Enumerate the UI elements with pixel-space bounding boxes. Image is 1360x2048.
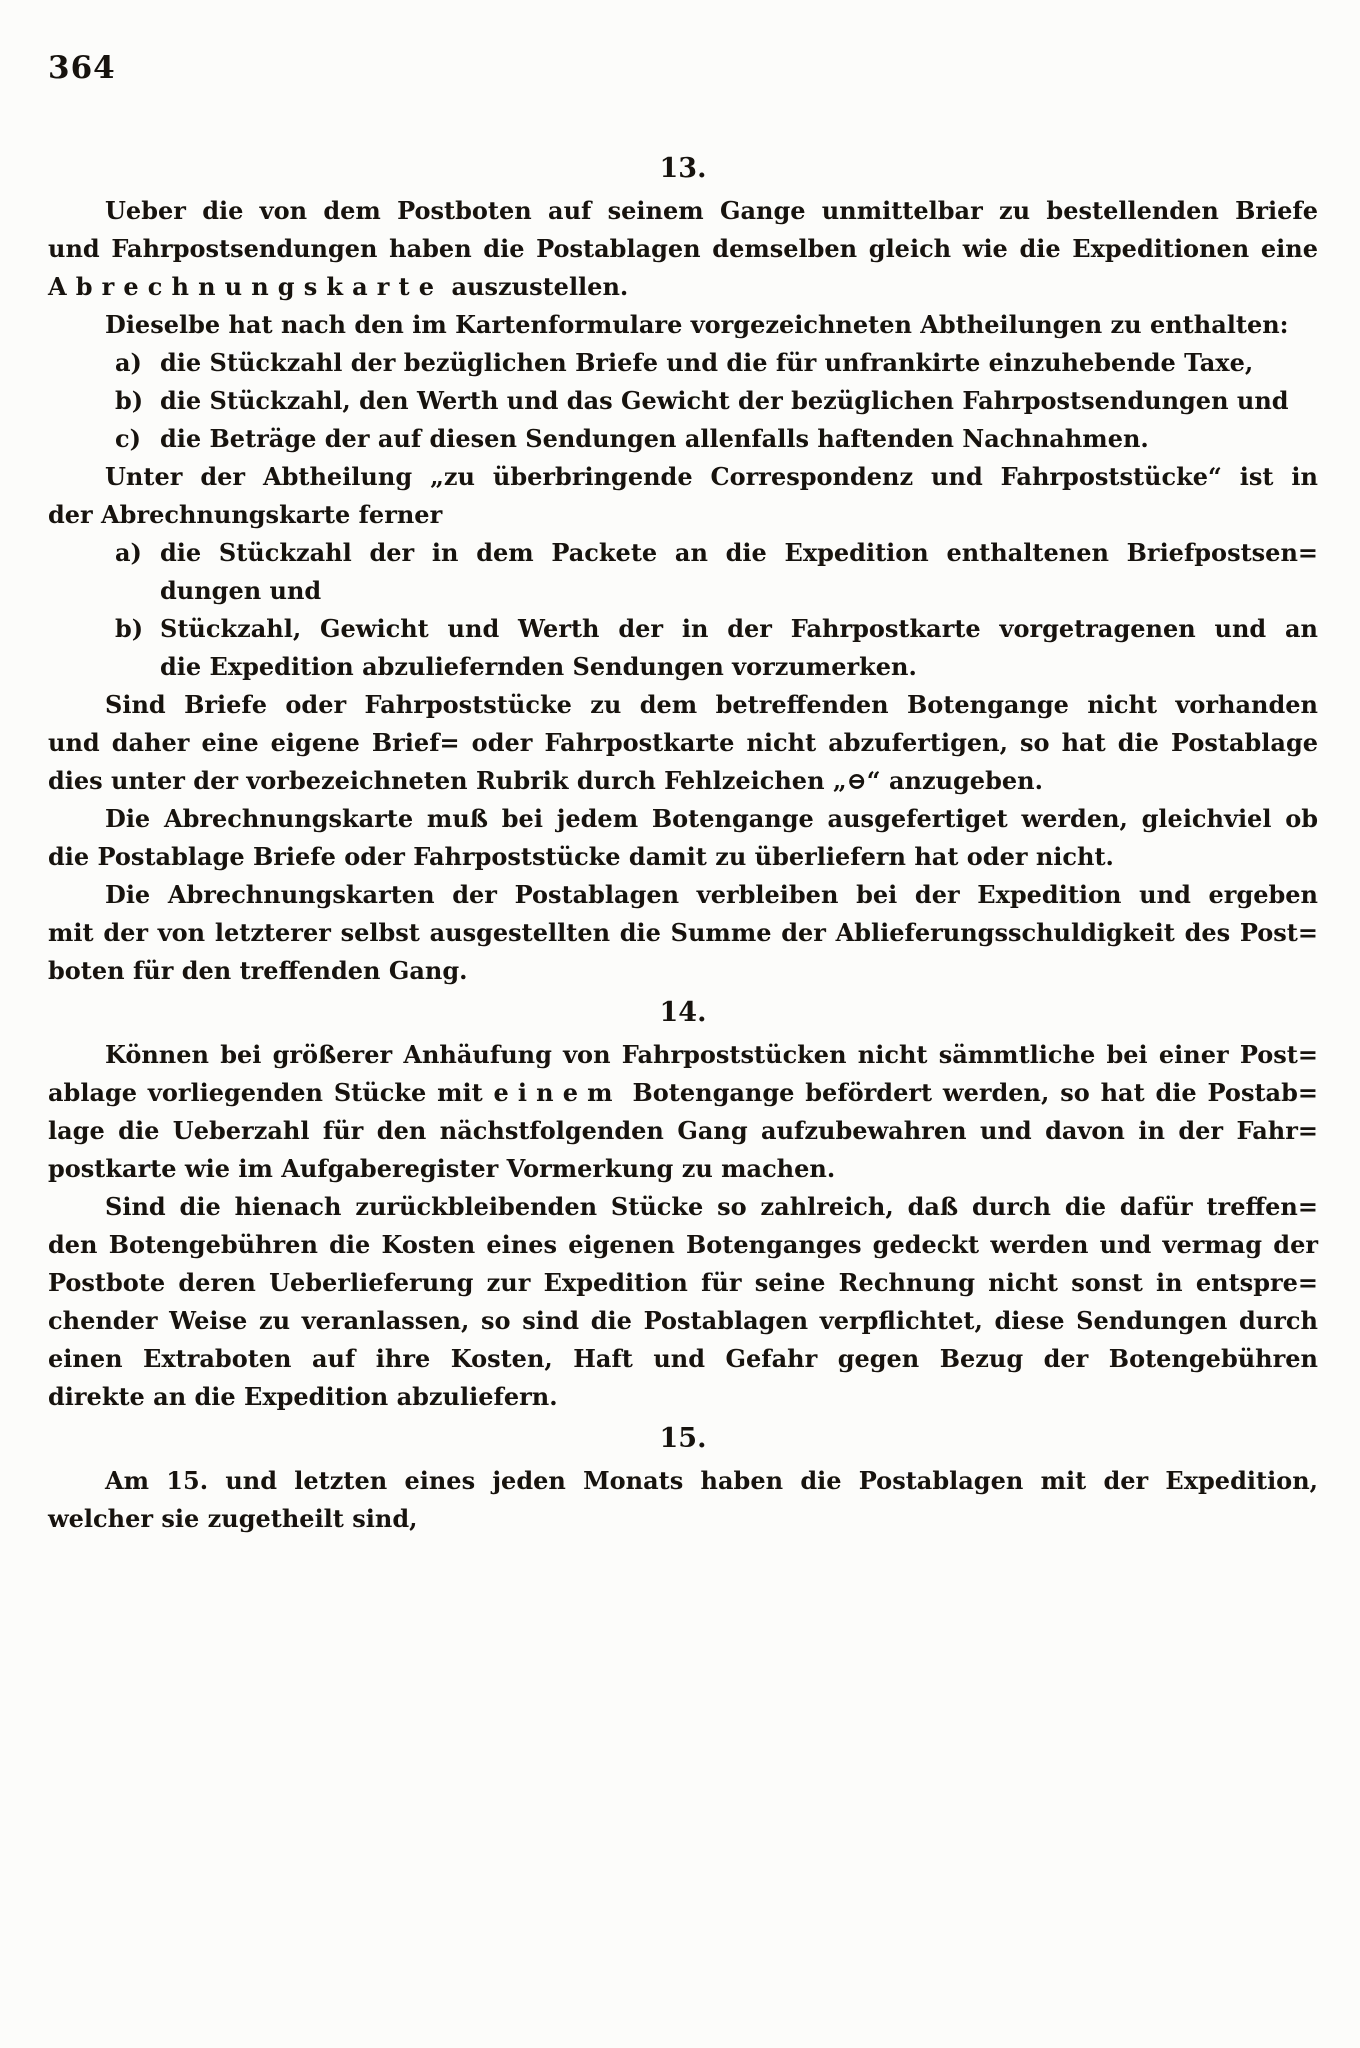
text-line <box>48 914 1318 952</box>
section-heading: 15. <box>659 1423 707 1454</box>
text-line <box>48 686 1318 724</box>
list-item <box>48 344 1318 382</box>
text-line <box>48 876 1318 914</box>
text-line <box>48 838 1318 876</box>
text-segment: Postbote deren Ueberlieferung zur Expedition für seine Rechnung nicht sonst in entspre= <box>48 1268 1318 1297</box>
letterspaced-text-segment: Abrechnungskarte <box>48 272 444 301</box>
text-segment: dungen und <box>160 576 322 605</box>
text-segment: Die Abrechnungskarten der Postablagen verbleiben bei der Expedition und ergeben <box>105 880 1318 909</box>
text-line <box>48 1500 1318 1538</box>
text-segment: mit der von letzterer selbst ausgestellten die Summe der Ablieferungsschuldigkeit des Post= <box>48 918 1318 947</box>
text-segment: Dieselbe hat nach den im Kartenformulare vorgezeichneten Abtheilungen zu enthalten: <box>105 310 1289 339</box>
text-segment: welcher sie zugetheilt sind, <box>48 1504 418 1533</box>
text-segment: boten für den treffenden Gang. <box>48 956 468 985</box>
letterspaced-text-segment: einem <box>493 1078 622 1107</box>
text-segment: den Botengebühren die Kosten eines eigenen Botenganges gedeckt werden und vermag der <box>48 1230 1318 1259</box>
list-marker: c) <box>115 424 141 453</box>
paragraph <box>48 1462 1318 1538</box>
page-number: 364 <box>48 50 116 86</box>
paragraph <box>48 1036 1318 1188</box>
text-segment: die Postablage Briefe oder Fahrpoststücke damit zu überliefern hat oder nicht. <box>48 842 1114 871</box>
text-line <box>48 1112 1318 1150</box>
text-line <box>48 496 1318 534</box>
text-line <box>48 1462 1318 1500</box>
text-line <box>48 1226 1318 1264</box>
text-segment: die Stückzahl der in dem Packete an die Expedition enthaltenen Briefpostsen= <box>160 538 1318 567</box>
list-item <box>48 382 1318 420</box>
text-segment: einen Extraboten auf ihre Kosten, Haft und Gefahr gegen Bezug der Botengebühren <box>48 1344 1318 1373</box>
document-content <box>48 146 1318 1538</box>
section-14 <box>48 994 1318 1416</box>
section-13 <box>48 150 1318 990</box>
text-line <box>48 192 1318 230</box>
text-line <box>160 344 1318 382</box>
text-segment: Unter der Abtheilung „zu überbringende Correspondenz und Fahrpoststücke“ ist in <box>105 462 1318 491</box>
text-segment: chender Weise zu veranlassen, so sind die Postablagen verpflichtet, diese Sendungen durch <box>48 1306 1318 1335</box>
text-segment: die Beträge der auf diesen Sendungen allenfalls haftenden Nachnahmen. <box>160 424 1149 453</box>
text-line <box>48 1036 1318 1074</box>
list-marker: b) <box>115 614 144 643</box>
paragraph <box>48 1188 1318 1416</box>
text-line <box>48 1340 1318 1378</box>
list-item <box>48 534 1318 610</box>
text-line <box>48 1074 1318 1112</box>
text-segment: direkte an die Expedition abzuliefern. <box>48 1382 558 1411</box>
paragraph <box>48 876 1318 990</box>
text-line <box>48 1188 1318 1226</box>
text-line <box>160 534 1318 572</box>
text-line <box>48 268 1318 306</box>
text-line <box>160 648 1318 686</box>
text-line <box>160 610 1318 648</box>
text-line <box>160 382 1318 420</box>
text-line <box>48 1302 1318 1340</box>
text-segment: die Stückzahl, den Werth und das Gewicht der bezüglichen Fahrpostsendungen und <box>160 386 1289 415</box>
text-segment: Sind die hienach zurückbleibenden Stücke so zahlreich, daß durch die dafür treffen= <box>105 1192 1318 1221</box>
text-segment: lage die Ueberzahl für den nächstfolgenden Gang aufzubewahren und davon in der Fahr= <box>48 1116 1318 1145</box>
text-line <box>48 1264 1318 1302</box>
text-line <box>48 230 1318 268</box>
list-item <box>48 420 1318 458</box>
text-line <box>48 458 1318 496</box>
text-line <box>160 572 1318 610</box>
text-segment: Botengange befördert werden, so hat die Postab= <box>621 1078 1318 1107</box>
text-line <box>48 724 1318 762</box>
list-marker: a) <box>115 538 142 567</box>
text-line <box>48 1378 1318 1416</box>
paragraph <box>48 306 1318 344</box>
text-segment: und daher eine eigene Brief= oder Fahrpostkarte nicht abzufertigen, so hat die Postablage <box>48 728 1318 757</box>
text-line <box>160 420 1318 458</box>
text-line <box>48 762 1318 800</box>
section-heading: 13. <box>659 153 707 184</box>
text-segment: Können bei größerer Anhäufung von Fahrpoststücken nicht sämmtliche bei einer Post= <box>105 1040 1318 1069</box>
text-segment: postkarte wie im Aufgaberegister Vormerkung zu machen. <box>48 1154 836 1183</box>
list-marker: a) <box>115 348 142 377</box>
paragraph <box>48 686 1318 800</box>
text-segment: Die Abrechnungskarte muß bei jedem Botengange ausgefertiget werden, gleichviel ob <box>105 804 1318 833</box>
text-line <box>48 306 1318 344</box>
text-segment: auszustellen. <box>443 272 629 301</box>
paragraph <box>48 800 1318 876</box>
text-line <box>48 1150 1318 1188</box>
text-segment: und Fahrpostsendungen haben die Postablagen demselben gleich wie die Expeditionen eine <box>48 234 1318 263</box>
text-segment: Am 15. und letzten eines jeden Monats haben die Postablagen mit der Expedition, <box>105 1466 1318 1495</box>
section-15 <box>48 1420 1318 1538</box>
section-heading: 14. <box>659 997 707 1028</box>
text-segment: Stückzahl, Gewicht und Werth der in der Fahrpostkarte vorgetragenen und an <box>160 614 1318 643</box>
text-segment: der Abrechnungskarte ferner <box>48 500 443 529</box>
text-segment: Ueber die von dem Postboten auf seinem Gange unmittelbar zu bestellenden Briefe <box>105 196 1318 225</box>
list-item <box>48 610 1318 686</box>
text-segment: die Stückzahl der bezüglichen Briefe und die für unfrankirte einzuhebende Taxe, <box>160 348 1254 377</box>
text-segment: ablage vorliegenden Stücke mit <box>48 1078 494 1107</box>
text-segment: die Expedition abzuliefernden Sendungen vorzumerken. <box>160 652 917 681</box>
text-segment: Sind Briefe oder Fahrpoststücke zu dem betreffenden Botengange nicht vorhanden <box>105 690 1318 719</box>
paragraph <box>48 192 1318 306</box>
list-marker: b) <box>115 386 144 415</box>
text-line <box>48 952 1318 990</box>
paragraph <box>48 458 1318 534</box>
text-segment: dies unter der vorbezeichneten Rubrik durch Fehlzeichen „⊖“ anzugeben. <box>48 766 1043 795</box>
text-line <box>48 800 1318 838</box>
